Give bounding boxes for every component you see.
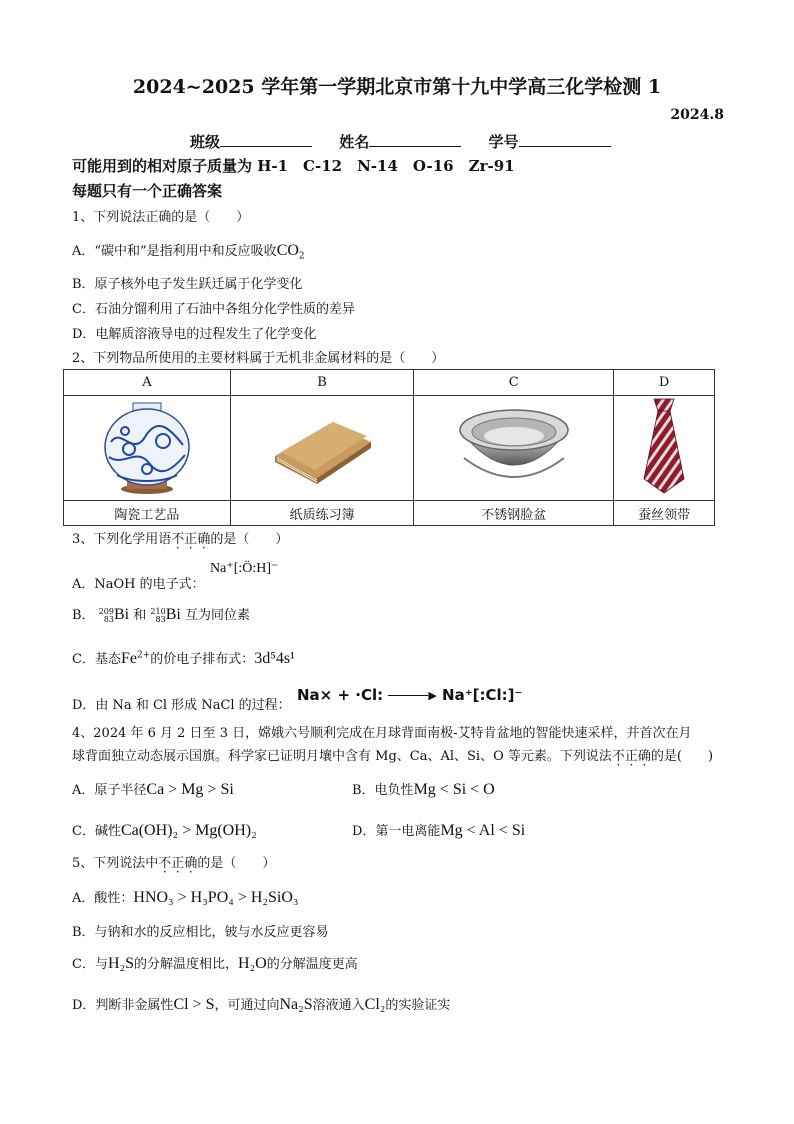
q5-a-label: A．酸性： (72, 891, 134, 906)
q3-emph-3: 确 (197, 532, 211, 547)
q5-emph-2: 正 (171, 856, 185, 871)
q3-b-post: 互为同位素 (184, 608, 250, 623)
q5-d-post: 的实验证实 (385, 998, 451, 1013)
q5-a-formula: HNO₃ > H₃PO₄ > H₂SiO₃ (133, 889, 299, 906)
q3-d-right: Na⁺[:Cl:]⁻ (442, 686, 523, 704)
q2-item-c: 不锈钢脸盆 (414, 501, 614, 526)
q1-option-c: C．石油分馏利用了石油中各组分化学性质的差异 (72, 302, 355, 317)
q5-option-c (72, 953, 358, 973)
q3-a-electron-formula: Na⁺[:Ö:H]⁻ (210, 561, 279, 576)
q4-option-a (72, 779, 234, 799)
q2-material-table (63, 369, 715, 526)
q3-option-b (72, 604, 250, 624)
q4-b-label: B．电负性 (352, 783, 414, 798)
q2-image-a (64, 396, 231, 501)
q5-stem (72, 852, 275, 871)
q5-c-f1: H₂S (107, 955, 134, 972)
q2-image-d (614, 396, 715, 501)
q4-stem-line1: 4、2024 年 6 月 2 日至 3 日，嫦娥六号顺利完成在月球背面南极-艾特肯盆地的智能快速采样，并首次在月 (72, 726, 692, 741)
q3-option-d: D．由 Na 和 Cl 形成 NaCl 的过程： (72, 698, 291, 713)
class-label: 班级 (190, 133, 221, 151)
q2-header-c: C (414, 370, 614, 396)
q4-option-c (72, 820, 257, 840)
q5-d-mid2: 溶液通入 (312, 998, 365, 1013)
q4-emph-2: 正 (624, 749, 638, 764)
q2-item-d: 蚕丝领带 (614, 501, 715, 526)
q5-stem-pre: 5、下列说法中 (72, 856, 159, 871)
id-blank[interactable] (519, 132, 611, 147)
q4-emph-1: 不 (611, 749, 625, 764)
q4-a-label: A．原子半径 (72, 783, 147, 798)
q1-option-a (72, 240, 305, 262)
q3-bi2-z: 83 (155, 614, 166, 624)
q2-image-c (414, 396, 614, 501)
q3-c-pre: C．基态 (72, 652, 121, 667)
q1-a-sub: 2 (298, 251, 305, 262)
q3-bi2-mass: 210 (150, 606, 166, 616)
silk-tie-image (634, 397, 694, 495)
q3-option-a: A．NaOH 的电子式： (72, 577, 205, 592)
q1-option-d: D．电解质溶液导电的过程发生了化学变化 (72, 327, 317, 342)
q3-option-c (72, 648, 295, 668)
q4-d-label: D．第一电离能 (352, 824, 441, 839)
q3-d-formation: Na× + ·Cl: ▶ Na⁺[:Cl:]⁻ (297, 686, 523, 704)
q3-stem (72, 528, 288, 547)
q4-option-d (352, 820, 525, 840)
q2-header-d: D (614, 370, 715, 396)
q5-c-post: 的分解温度更高 (266, 957, 358, 972)
q3-bi1-symbol: Bi (113, 606, 130, 623)
porcelain-vase-image (97, 397, 197, 495)
q5-option-a (72, 887, 298, 907)
q5-d-f2: Na₂S (279, 996, 313, 1013)
q5-c-pre: C．与 (72, 957, 108, 972)
q5-d-f1: Cl > S (173, 996, 215, 1013)
q5-d-f3: Cl₂ (364, 996, 386, 1013)
q5-c-mid: 的分解温度相比， (133, 957, 238, 972)
q1-a-formula: CO (276, 242, 299, 259)
q3-c-config: 3d⁵4s¹ (254, 650, 295, 667)
q3-stem-pre: 3、下列化学用语 (72, 532, 172, 547)
q1-option-b: B．原子核外电子发生跃迁属于化学变化 (72, 277, 303, 292)
q2-item-a: 陶瓷工艺品 (64, 501, 231, 526)
q2-stem: 2、下列物品所使用的主要材料属于无机非金属材料的是（ ） (72, 351, 445, 366)
instruction-line: 每题只有一个正确答案 (72, 182, 223, 200)
q4-option-b (352, 779, 495, 799)
id-label: 学号 (488, 133, 519, 151)
q3-stem-post: 的是（ ） (210, 532, 289, 547)
q3-bi1-mass: 209 (98, 606, 114, 616)
q2-header-b: B (230, 370, 413, 396)
q4-line2-pre: 球背面独立动态展示国旗。科学家已证明月壤中含有 Mg、Ca、Al、Si、O 等元素。下列说法 (72, 749, 612, 764)
q5-stem-post: 的是（ ） (197, 856, 276, 871)
q3-b-mid: 和 (133, 608, 147, 623)
page-title: 2024~2025 学年第一学期北京市第十九中学高三化学检测 1 (132, 76, 662, 98)
q4-b-formula: Mg < Si < O (413, 781, 495, 798)
q5-d-pre: D．判断非金属性 (72, 998, 174, 1013)
q4-c-label: C．碱性 (72, 824, 121, 839)
q1-stem: 1、下列说法正确的是（ ） (72, 210, 250, 225)
q4-stem-line2 (72, 745, 713, 764)
reaction-arrow-icon (388, 695, 428, 696)
q3-bi1-z: 83 (103, 614, 114, 624)
paper-notebook-image (267, 406, 377, 486)
q4-emph-3: 确 (637, 749, 651, 764)
q3-c-charge: 2+ (136, 650, 151, 661)
q3-emph-1: 不 (171, 532, 185, 547)
q5-option-b: B．与钠和水的反应相比，铍与水反应更容易 (72, 925, 329, 940)
q3-emph-2: 正 (184, 532, 198, 547)
class-blank[interactable] (220, 132, 312, 147)
q5-emph-1: 不 (158, 856, 172, 871)
q2-header-a: A (64, 370, 231, 396)
steel-basin-image (454, 400, 574, 492)
q3-b-prefix: B． (72, 608, 95, 623)
q3-d-left: Na× + ·Cl: (297, 686, 384, 704)
name-label: 姓名 (339, 133, 370, 151)
q2-image-b (230, 396, 413, 501)
q5-c-f2: H₂O (238, 955, 267, 972)
q5-option-d (72, 994, 450, 1014)
name-blank[interactable] (369, 132, 461, 147)
q5-d-mid: ，可通过向 (214, 998, 280, 1013)
q3-bi2-symbol: Bi (165, 606, 181, 623)
q5-emph-3: 确 (184, 856, 198, 871)
q4-line2-post: 的是( ) (650, 749, 714, 764)
q4-d-formula: Mg < Al < Si (440, 822, 526, 839)
q3-c-ion: Fe (120, 650, 137, 667)
atomic-mass-note: 可能用到的相对原子质量为 H-1 C-12 N-14 O-16 Zr-91 (72, 157, 515, 175)
student-info-line (190, 131, 633, 152)
q2-item-b: 纸质练习簿 (230, 501, 413, 526)
q1-a-text: A．“碳中和”是指利用中和反应吸收 (72, 244, 277, 259)
q4-a-formula: Ca > Mg > Si (146, 781, 234, 798)
q4-c-formula: Ca(OH)₂ > Mg(OH)₂ (120, 822, 257, 839)
q3-c-mid: 的价电子排布式： (150, 652, 255, 667)
exam-date: 2024.8 (670, 107, 724, 123)
